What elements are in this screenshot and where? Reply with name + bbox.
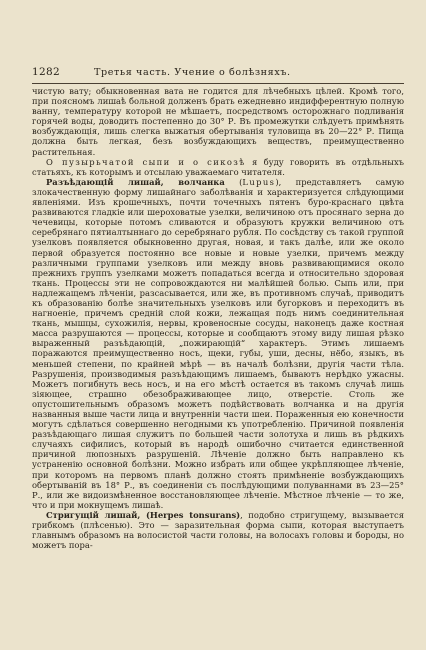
paragraph: [32, 157, 404, 177]
paragraph: [32, 510, 404, 550]
paragraph: [32, 86, 404, 157]
page-number: 1282: [32, 66, 60, 78]
running-title: Третья часть. Учение о болѣзняхъ.: [94, 67, 291, 78]
paragraph-text: (: [224, 176, 243, 187]
paragraph-text: , подобно стригущему, вызывается грибкомъ (плѣсенью). Это — заразительная форма сыпи, которая выступаетъ главнымъ образомъ на волосистой части головы, на волосахъ головы и бороды, но можетъ пора-: [32, 509, 404, 551]
emphasized-text: О пузырьчатой сыпи и о сикозѣ: [46, 156, 246, 167]
paragraph-text: я буду говорить въ отдѣльныхъ статьяхъ, къ которымъ и отсылаю уважаемаго читателя.: [32, 156, 404, 177]
paragraph: [32, 177, 404, 510]
section-heading: Разъѣдающій лишай, волчанка: [46, 176, 225, 187]
header-rule: [32, 83, 404, 84]
page-header: [32, 66, 404, 80]
paragraph-text: ), представляетъ самую злокачественную форму лишайнаго заболѣванія и характеризуется слѣдующими явленіями. Изъ крошечныхъ, почти точечныхъ пятенъ буро-краснаго цвѣта развиваются гладкіе или шероховатые узелки, величиною отъ просянаго зерна до чечевицы, которые потомъ сливаются и образуютъ кружки величиною отъ серебрянаго пятиалтыннаго до серебрянаго рубля. По сосѣдству съ такой группой узелковъ появляется обыкновенно другая, новая, и такъ далѣе, или же около первой образуется постоянно все новые и новые узелки, причемъ между различными группами узелковъ или между вновь развивающимися около прежнихъ группъ узелками можетъ попадаться всегда и относительно здоровая ткань. Процессы эти не сопровождаются ни малѣйшей болью. Сыпь или, при надлежащемъ лѣченіи, разсасывается, или же, въ противномъ случаѣ, приводитъ къ образованію болѣе значительныхъ узелковъ или бугорковъ и переходитъ въ нагноеніе, причемъ средній слой кожи, лежащая подъ нимъ соединительная ткань, мышцы, сухожилія, нервы, кровеносные сосуды, наконецъ даже костная масса разрушаются — процессы, которые и сообщаютъ этому виду лишая рѣзко выраженный разъѣдающій, „пожирающій“ характеръ. Этимъ лишаемъ поражаются преимущественно носъ, щеки, губы, уши, десны, нёбо, языкъ, въ меньшей степени, по крайней мѣрѣ — въ началѣ болѣзни, другія части тѣла. Разрушенія, производимыя разъѣдающимъ лишаемъ, бываютъ нерѣдко ужасны. Можетъ погибнуть весь носъ, и на его мѣстѣ остается въ такомъ случаѣ лишь зіяющее, страшно обезображивающее лицо, отверстіе. Столь же опустошительнымъ образомъ можетъ подѣйствовать волчанка и на другія названныя выше части лица и внутренніи части шеи. Пораженныя ею конечности могутъ сдѣлаться совершенно негодными къ употребленію. Причиной появленія разъѣдающаго лишая служитъ по большей части золотуха и лишь въ рѣдкихъ случаяхъ сифилисъ, который въ народѣ ошибочно считается единственной причиной люпозныхъ разрушеній. Лѣченіе должно быть направлено къ устраненію основной болѣзни. Можно избрать или общее укрѣпляющее лѣченіе, при которомъ на первомъ планѣ должно стоять примѣненіе возбуждающихъ обертываній въ 18° Р., въ соединеніи съ послѣдующими полуваннами въ 23—25° Р., или же видоизмѣненное восстановляющее лѣченіе. Мѣстное лѣченіе — то же, что и при мокнущемъ лишаѣ.: [32, 176, 404, 510]
section-heading: Стригущій лишай, (Herpes tonsurans): [46, 509, 241, 520]
body-text: [32, 86, 404, 550]
emphasized-text: Lupus: [242, 176, 276, 187]
paragraph-text: чистую вату; обыкновенная вата не годится для лѣчебныхъ цѣлей. Кромѣ того, при поясномъ лишаѣ больной долженъ брать ежедневно индифферентную полную ванну, температуру которой не мѣшаетъ, посредствомъ осторожнаго подливанія горячей воды, доводить постепенно до 30° Р. Въ промежутки слѣдуетъ примѣнять возбуждающія, лишь слегка выжатыя обертыванія туловища въ 20—22° Р. Пища должна быть легкая, безъ возбуждающихъ веществъ, преимущественно растительная.: [32, 86, 404, 157]
